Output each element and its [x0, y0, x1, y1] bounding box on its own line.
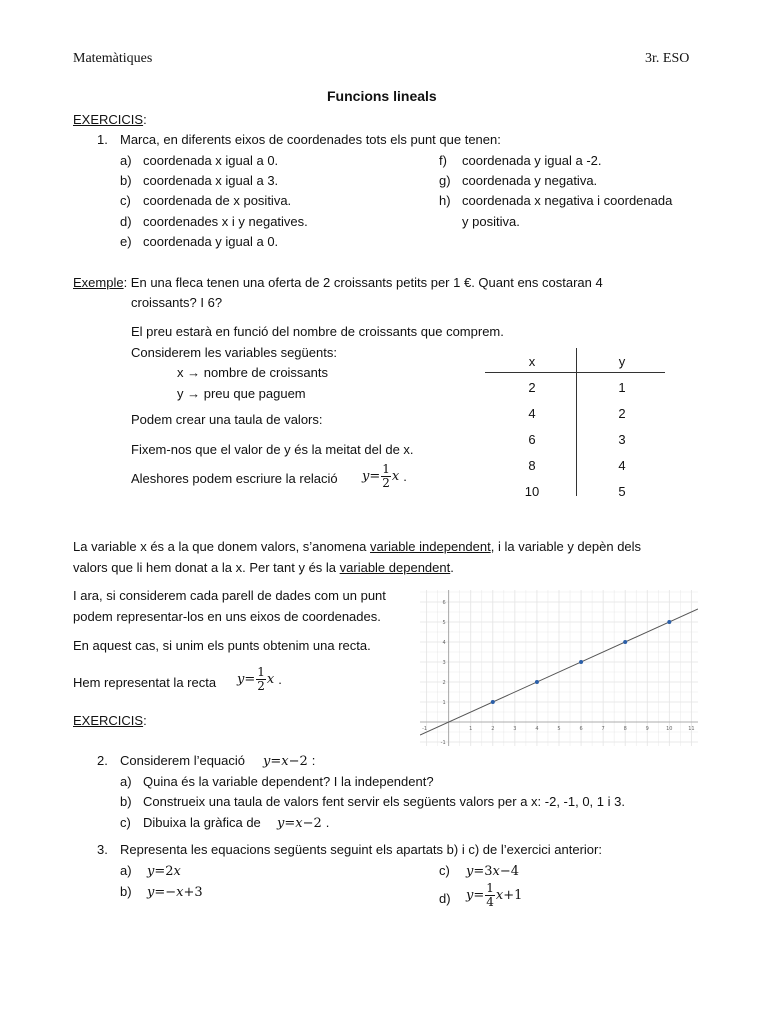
- graph-text-3: En aquest cas, si unim els punts obtenim una recta.: [73, 638, 371, 653]
- y-tick-label: 2: [442, 680, 446, 686]
- example-paragraph-5: Aleshores podem escriure la relació: [131, 471, 338, 486]
- table-row: [485, 478, 665, 504]
- data-point: [491, 700, 495, 704]
- exercise-1-number: 1.: [97, 132, 108, 147]
- exercises-heading-1: EXERCICIS:: [73, 112, 147, 127]
- graph-text-4: Hem representat la recta: [73, 675, 217, 690]
- equation-y-half-x-2: y = $\frac{1}{2}$ x .: [237, 665, 282, 693]
- list-item: coordenades x i y negatives.: [143, 214, 308, 229]
- list-item: coordenada x igual a 0.: [143, 153, 279, 168]
- table-header-y: y: [618, 353, 626, 369]
- table-cell: 10: [524, 483, 540, 499]
- values-table: [485, 348, 665, 499]
- example-paragraph-4: Fixem-nos que el valor de y és la meitat del de x.: [131, 442, 414, 457]
- exercise-3-number: 3.: [97, 842, 108, 857]
- x-tick-label: 5: [557, 726, 561, 732]
- graph-text-1: I ara, si considerem cada parell de dades com un punt: [73, 588, 386, 603]
- list-item: Dibuixa la gràfica de: [143, 815, 261, 830]
- example-line-1: Exemple: En una fleca tenen una oferta de 2 croissants petits per 1 €. Quant ens costaran 4: [73, 275, 603, 290]
- table-cell: 2: [528, 379, 536, 395]
- x-tick-label: 3: [513, 726, 517, 732]
- table-cell: 4: [618, 457, 626, 473]
- equation-3c: y =3 x −4: [466, 863, 520, 879]
- x-tick-label: 10: [666, 726, 673, 732]
- graph-text-2: podem representar-los en uns eixos de coordenades.: [73, 609, 381, 624]
- list-item-label: b): [120, 884, 132, 899]
- x-tick-label: 7: [601, 726, 605, 732]
- exercises-heading-2: EXERCICIS:: [73, 713, 147, 728]
- table-cell: 6: [528, 431, 536, 447]
- y-tick-label: 1: [442, 700, 446, 706]
- list-item-label: d): [439, 891, 451, 906]
- x-tick-label: 11: [688, 726, 695, 732]
- list-item: coordenada y negativa.: [462, 173, 598, 188]
- x-tick-label: 9: [645, 726, 649, 732]
- example-paragraph-2: Considerem les variables següents:: [131, 345, 337, 360]
- list-item-label: h): [439, 193, 451, 208]
- list-item-label: a): [120, 863, 132, 878]
- table-header-x: x: [528, 353, 536, 369]
- list-item: coordenada y igual a 0.: [143, 234, 279, 249]
- data-point: [535, 680, 539, 684]
- example-paragraph-1: El preu estarà en funció del nombre de croissants que comprem.: [131, 324, 504, 339]
- table-cell: 2: [618, 405, 626, 421]
- line-chart: [420, 590, 698, 746]
- page-title: Funcions lineals: [327, 88, 437, 104]
- x-tick-label: 4: [535, 726, 539, 732]
- table-row: [485, 400, 665, 426]
- equation-y-x-minus-2: y = x −2 :: [263, 753, 316, 769]
- list-item-label: b): [120, 173, 132, 188]
- equation-3d: y = $\frac{1}{4}$ x +1: [466, 881, 523, 909]
- equation-3a: y =2 x: [147, 863, 181, 879]
- header-course: 3r. ESO: [645, 51, 690, 66]
- y-tick-label: 3: [442, 660, 446, 666]
- list-item-label: a): [120, 153, 132, 168]
- list-item: Quina és la variable dependent? I la independent?: [143, 774, 434, 789]
- y-tick-label: 6: [442, 600, 446, 606]
- table-cell: 5: [618, 483, 626, 499]
- list-item-label: g): [439, 173, 451, 188]
- example-paragraph-3: Podem crear una taula de valors:: [131, 412, 323, 427]
- example-line-2: croissants? I 6?: [131, 295, 223, 310]
- table-cell: 8: [528, 457, 536, 473]
- list-item-label: e): [120, 234, 132, 249]
- table-row: [485, 426, 665, 452]
- list-item: Construeix una taula de valors fent servir els següents valors per a x: -2, -1, 0, 1 i 3.: [143, 794, 625, 809]
- exercise-1-text: Marca, en diferents eixos de coordenades tots els punt que tenen:: [120, 132, 501, 147]
- list-item: coordenada x negativa i coordenada: [462, 193, 673, 208]
- y-tick-label: -1: [440, 740, 446, 746]
- equation-3b: y =− x +3: [147, 884, 203, 900]
- list-item-label: b): [120, 794, 132, 809]
- exercise-2-text: Considerem l’equació: [120, 753, 246, 768]
- y-tick-label: 5: [442, 620, 446, 626]
- table-cell: 3: [618, 431, 626, 447]
- x-tick-label: 6: [579, 726, 583, 732]
- variables-line-2: valors que li hem donat a la x. Per tant y és la variable dependent.: [73, 560, 454, 575]
- list-item-label: c): [439, 863, 450, 878]
- list-item-label: f): [439, 153, 447, 168]
- list-item-label: c): [120, 815, 131, 830]
- variable-x-definition: x → nombre de croissants: [177, 365, 329, 380]
- header-subject: Matemàtiques: [73, 51, 153, 66]
- x-tick-label: 8: [623, 726, 627, 732]
- list-item-label: c): [120, 193, 131, 208]
- list-item: coordenada y igual a -2.: [462, 153, 602, 168]
- equation-y-half-x: y = $\frac{1}{2}$ x .: [362, 462, 407, 490]
- list-item-label: d): [120, 214, 132, 229]
- data-point: [579, 660, 583, 664]
- equation-y-x-minus-2-b: y = x −2 .: [277, 815, 330, 831]
- table-cell: 1: [618, 379, 626, 395]
- data-point: [667, 620, 671, 624]
- x-tick-label: -1: [422, 726, 428, 732]
- variables-line-1: La variable x és a la que donem valors, s’anomena variable independent, i la variable y depèn dels: [73, 539, 642, 554]
- x-tick-label: 2: [491, 726, 495, 732]
- table-row: [485, 452, 665, 478]
- table-header-row: [485, 348, 665, 374]
- list-item: coordenada x igual a 3.: [143, 173, 279, 188]
- table-row: [485, 374, 665, 400]
- y-tick-label: 4: [442, 640, 446, 646]
- data-point: [623, 640, 627, 644]
- list-item-label: a): [120, 774, 132, 789]
- table-cell: 4: [528, 405, 536, 421]
- variable-y-definition: y → preu que paguem: [177, 386, 306, 401]
- exercise-2-number: 2.: [97, 753, 108, 768]
- x-tick-label: 1: [469, 726, 473, 732]
- list-item: coordenada de x positiva.: [143, 193, 292, 208]
- list-item: y positiva.: [462, 214, 520, 229]
- exercise-3-text: Representa les equacions següents seguint els apartats b) i c) de l’exercici anterior:: [120, 842, 602, 857]
